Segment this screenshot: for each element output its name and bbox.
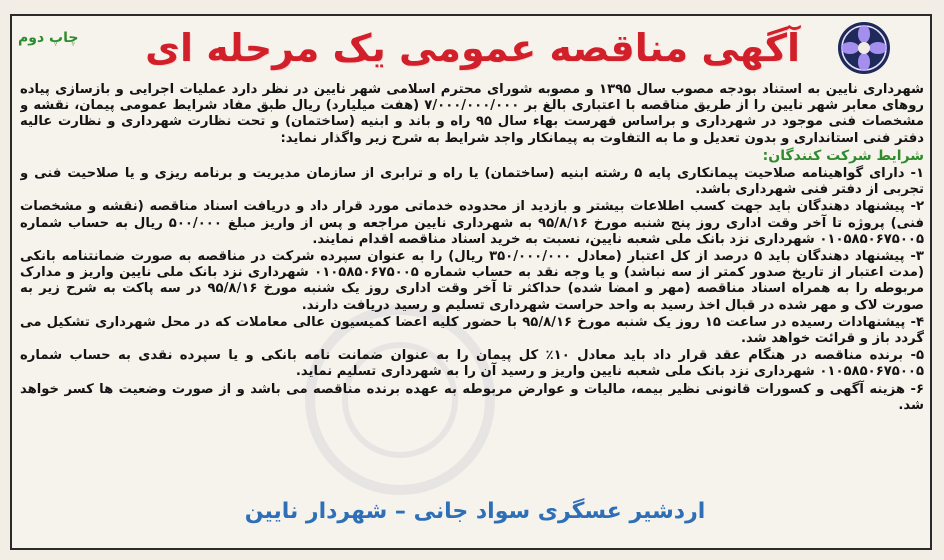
- ad-body: [20, 82, 924, 482]
- edition-label: چاپ دوم: [18, 30, 79, 46]
- intro-paragraph: شهرداری نایین به استناد بودجه مصوب سال ۱۳۹۵ و مصوبه شورای محترم اسلامی شهر نایین در نظر دارد عملیات اجرایی و بازسازی پیاده روهای معابر شهر نایین را از طریق مناقصه با اعتباری بالغ بر ۷/۰۰۰/۰۰۰/۰۰۰ (هفت میلیارد) ریال طبق مفاد شرایط عمومی پیمان، نقشه و مشخصات فنی موجود در شهرداری و براساس فهرست بهاء سال ۹۵ راه و باند و ابنیه (ساختمان) و تحت نظارت شهرداری و نظارت عالیه دفتر فنی استانداری و بدون تعدیل و ما به التفاوت به پیمانکار واجد شرایط به شرح زیر واگذار نماید:: [20, 82, 924, 146]
- conditions-heading: شرایط شرکت کنندگان:: [762, 147, 924, 164]
- condition-item: ۴- پیشنهادات رسیده در ساعت ۱۵ روز یک شنبه مورخ ۹۵/۸/۱۶ با حضور کلیه اعضا کمیسیون عالی معاملات که در محل شهرداری تشکیل می گردد باز و قرائت خواهد شد.: [20, 314, 924, 347]
- signature-line: اردشیر عسگری سواد جانی – شهردار نایین: [244, 499, 706, 524]
- condition-item: ۱- دارای گواهینامه صلاحیت پیمانکاری پایه ۵ رشته ابنیه (ساختمان) یا راه و ترابری از سازمان مدیریت و برنامه ریزی و یا صلاحیت فنی و تجربی از دفتر فنی شهرداری باشد.: [20, 166, 924, 198]
- condition-item: ۳- پیشنهاد دهندگان باید ۵ درصد از کل اعتبار (معادل ۳۵۰/۰۰۰/۰۰۰ ریال) را به عنوان سپرده شرکت در مناقصه به صورت ضمانتنامه بانکی (مدت اعتبار از تاریخ صدور کمتر از سه نباشد) و یا وجه نقد به حساب شماره ۰۱۰۵۸۵۰۶۷۵۰۰۵ شهرداری نزد بانک ملی نایین واریز و مدارک مربوطه را به همراه اسناد مناقصه (مهر و امضا شده) حداکثر تا آخر وقت اداری روز یک شنبه مورخ ۹۵/۸/۱۶ در سه پاکت به شرح زیر به صورت لاک و مهر شده در قبال اخذ رسید به واحد حراست شهرداری تسلیم و رسید دریافت دارند.: [20, 249, 924, 313]
- condition-item: ۶- هزینه آگهی و کسورات قانونی نظیر بیمه، مالیات و عوارض مربوطه به عهده برنده مناقصه می باشد و از صورت وضعیت ها کسر خواهد شد.: [20, 381, 924, 413]
- ad-title: آگهی مناقصه عمومی یک مرحله ای: [145, 26, 800, 70]
- condition-item: ۲- پیشنهاد دهندگان باید جهت کسب اطلاعات بیشتر و بازدید از محدوده خدماتی مورد قرار داد و دریافت اسناد مناقصه (نقشه و مشخصات فنی) پروژه تا آخر وقت اداری روز پنج شنبه مورخ ۹۵/۸/۱۶ به شهرداری نایین مراجعه و پس از واریز مبلغ ۵۰۰/۰۰۰ ریال به حساب شماره ۰۱۰۵۸۵۰۶۷۵۰۰۵ شهرداری نزد بانک ملی شعبه نایین، نسبت به خرید اسناد مناقصه اقدام نمایند.: [20, 199, 924, 247]
- condition-item: ۵- برنده مناقصه در هنگام عقد قرار داد باید معادل ۱۰٪ کل پیمان را به عنوان ضمانت نامه بانکی و یا سپرده نقدی به حساب شماره ۰۱۰۵۸۵۰۶۷۵۰۰۵ شهرداری نزد بانک ملی شعبه نایین واریز و رسید آن را به شهرداری تسلیم نماید.: [20, 348, 924, 380]
- municipality-emblem-icon: [836, 20, 892, 76]
